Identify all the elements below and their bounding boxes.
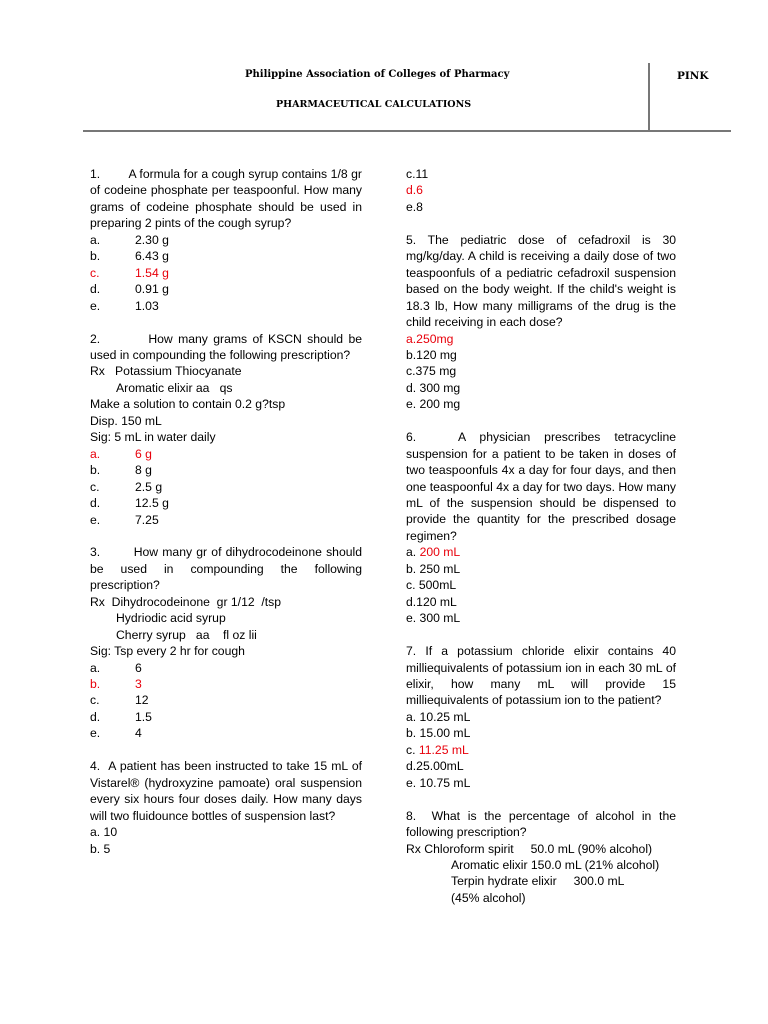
rx-line: Hydriodic acid syrup [116, 611, 226, 626]
question-text: 8. What is the percentage of alcohol in the following prescription? [406, 808, 676, 840]
option-c: c. 2.5 g [90, 479, 163, 494]
rx-line: Rx Dihydrocodeinone gr 1/12 /tsp [90, 594, 282, 609]
option-b: b. 250 mL [406, 561, 461, 576]
question-4 [90, 758, 362, 857]
left-column [90, 166, 362, 873]
question-5 [406, 232, 676, 413]
rx-instruction: Make a solution to contain 0.2 g?tsp [90, 397, 286, 412]
right-column [406, 166, 676, 923]
subject-title: PHARMACEUTICAL CALCULATIONS [276, 99, 472, 110]
page-header [0, 0, 768, 135]
rx-line: Rx Potassium Thiocyanate [90, 364, 242, 379]
option-e: e. 1.03 [90, 298, 159, 313]
option-d: d.120 mL [406, 594, 457, 609]
question-text: 7. If a potassium chloride elixir contains 40 milliequivalents of potassium ion in each 30 mL of elixir, how many mL will provide 15 milliequivalents of potassium ion to the patient? [406, 644, 676, 708]
question-6 [406, 429, 676, 626]
header-vertical-divider [648, 63, 650, 132]
question-text: 3. How many gr of dihydrocodeinone should be used in compounding the following prescription? [90, 545, 362, 593]
rx-line: (45% alcohol) [451, 890, 526, 905]
option-e: e.8 [406, 199, 423, 214]
option-a: a. 2.30 g [90, 232, 169, 247]
option-e: e. 300 mL [406, 611, 461, 626]
option-c: c. 12 [90, 693, 149, 708]
option-a: a. 10 [90, 825, 118, 840]
rx-sig: Sig: 5 mL in water daily [90, 430, 216, 445]
rx-line: Terpin hydrate elixir 300.0 mL [451, 874, 625, 889]
option-c: c. 500mL [406, 578, 457, 593]
header-horizontal-divider [83, 130, 731, 132]
rx-dispense: Disp. 150 mL [90, 413, 162, 428]
option-d: d. 12.5 g [90, 496, 169, 511]
option-e: e. 4 [90, 726, 142, 741]
option-a: a. 6 [90, 660, 142, 675]
rx-line: Rx Chloroform spirit 50.0 mL (90% alcohol) [406, 841, 653, 856]
option-b: b. 15.00 mL [406, 726, 471, 741]
question-text: 5. The pediatric dose of cefadroxil is 30 mg/kg/day. A child is receiving a daily dose of two teaspoonfuls of a pediatric cefadroxil suspension based on the body weight. If the child's weight is 18.3 lb, How many milligrams of the drug is the child receiving in each dose? [406, 232, 676, 330]
option-a-answer: a. 200 mL [406, 545, 461, 560]
option-e: e. 200 mg [406, 397, 461, 412]
option-b: b. 6.43 g [90, 249, 169, 264]
option-b: b. 5 [90, 841, 111, 856]
option-a-answer: a. 6 g [90, 446, 152, 461]
option-d: d. 1.5 [90, 709, 152, 724]
rx-line: Cherry syrup aa fl oz lii [116, 627, 257, 642]
option-a: a. 10.25 mL [406, 709, 471, 724]
option-c-answer: c. 11.25 mL [406, 742, 469, 757]
organization-name: Philippine Association of Colleges of Pharmacy [245, 69, 510, 80]
question-text: 1. A formula for a cough syrup contains 1/8 gr of codeine phosphate per teaspoonful. How many grams of codeine phosphate should be used in preparing 2 pints of the cough syrup? [90, 167, 362, 231]
option-e: e. 7.25 [90, 512, 159, 527]
question-text: 4. A patient has been instructed to take 15 mL of Vistarel® (hydroxyzine pamoate) oral suspension every six hours four doses daily. How many days will two fluidounce bottles of suspension last? [90, 759, 362, 823]
question-4-continued [406, 166, 676, 215]
option-d-answer: d.6 [406, 183, 423, 198]
question-1 [90, 166, 362, 314]
option-c-answer: c. 1.54 g [90, 265, 169, 280]
question-8 [406, 808, 676, 907]
option-d: d. 0.91 g [90, 282, 169, 297]
question-text: 2. How many grams of KSCN should be used in compounding the following prescription? [90, 331, 362, 362]
question-text: 6. A physician prescribes tetracycline suspension for a patient to be taken in doses of two teaspoonfuls 4x a day for four days, and then one teaspoonful 4x a day for two days. How many mL of the suspension should be dispensed to provide the quantity for the prescribed dosage regimen? [406, 430, 676, 543]
question-2 [90, 331, 362, 528]
rx-line: Aromatic elixir 150.0 mL (21% alcohol) [451, 857, 660, 872]
option-e: e. 10.75 mL [406, 775, 471, 790]
option-c: c.375 mg [406, 364, 457, 379]
rx-sig: Sig: Tsp every 2 hr for cough [90, 644, 245, 659]
option-c: c.11 [406, 167, 429, 181]
rx-line: Aromatic elixir aa qs [116, 380, 233, 395]
option-a-answer: a.250mg [406, 331, 454, 346]
question-7 [406, 643, 676, 791]
option-b-answer: b. 3 [90, 677, 142, 692]
exam-set-label: PINK [677, 70, 709, 82]
option-d: d. 300 mg [406, 380, 461, 395]
option-b: b.120 mg [406, 347, 457, 362]
option-b: b. 8 g [90, 463, 152, 478]
question-3 [90, 544, 362, 741]
option-d: d.25.00mL [406, 759, 464, 774]
